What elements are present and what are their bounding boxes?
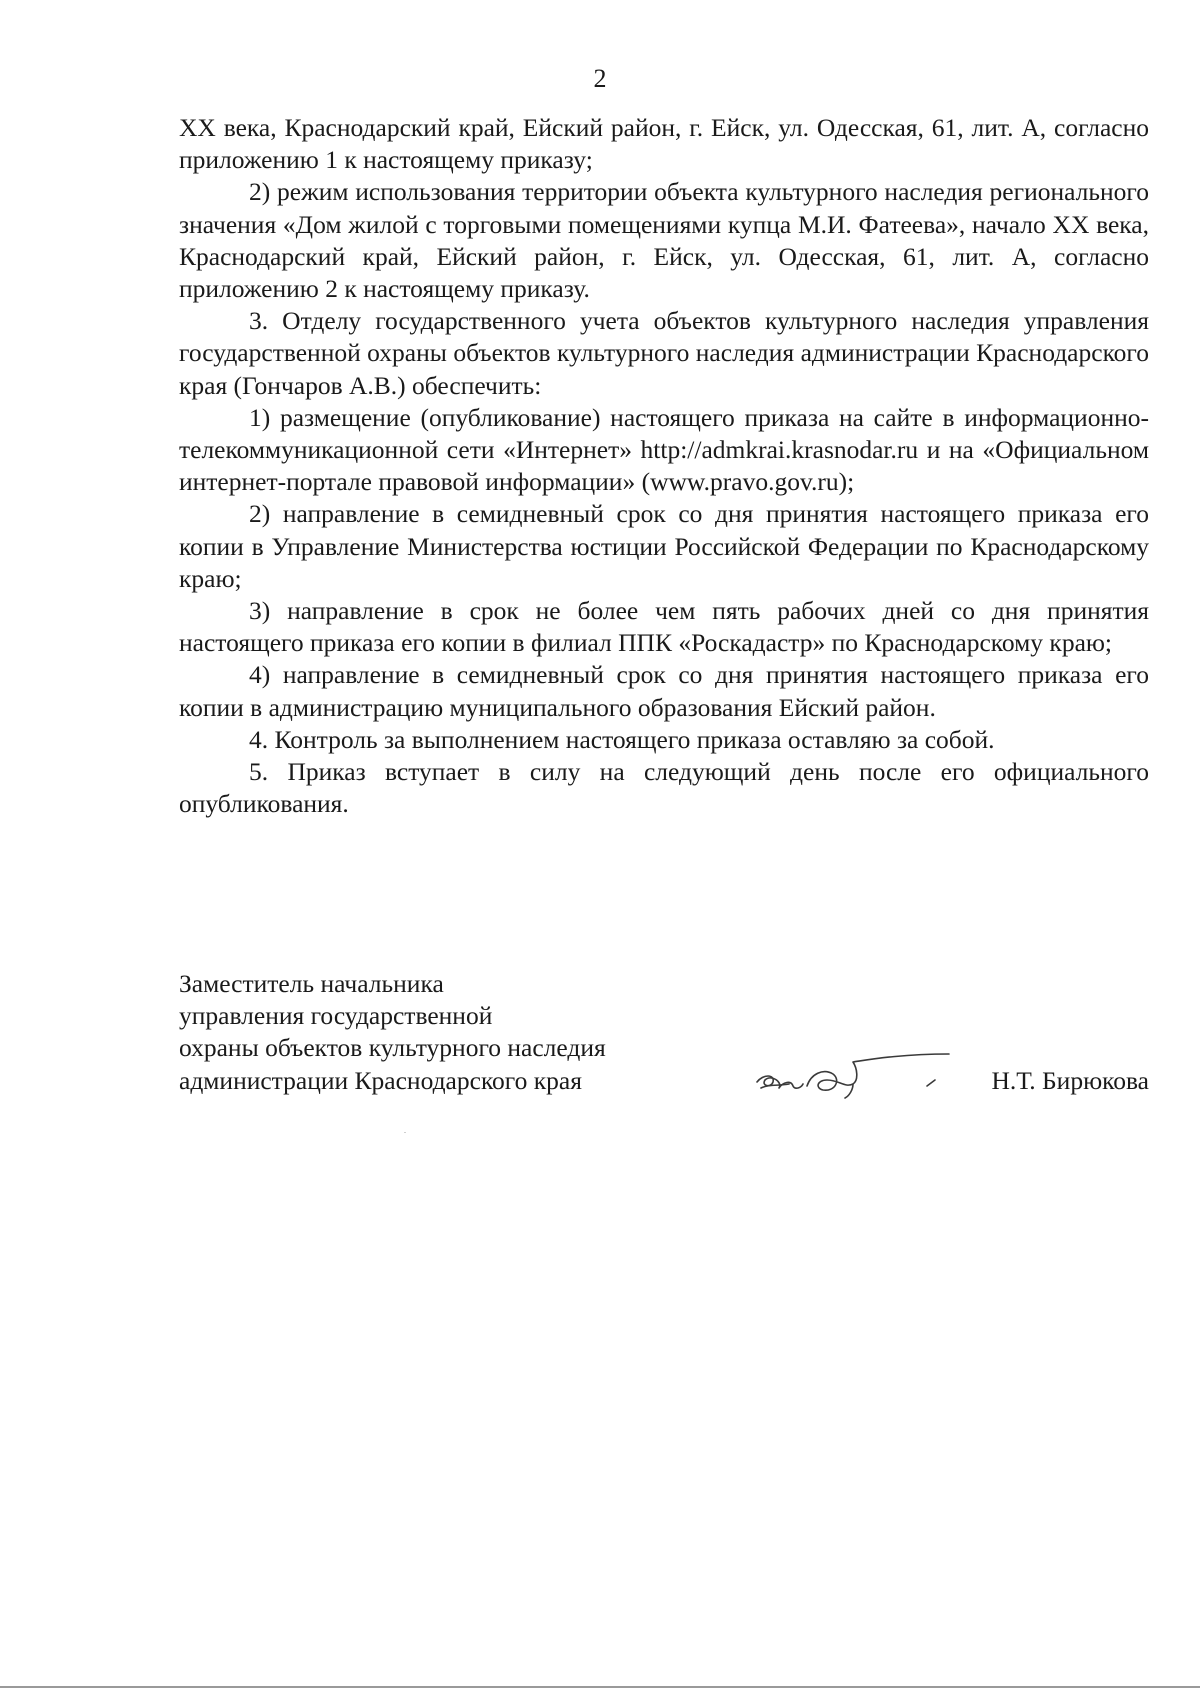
paragraph-item-5-effective-date: 5. Приказ вступает в силу на следующий день после его официального опубликования.: [179, 757, 1149, 819]
page-number: 2: [593, 64, 607, 93]
handwritten-signature: [749, 1044, 959, 1104]
paragraph-subitem-1-publication: 1) размещение (опубликование) настоящего приказа на сайте в информационно-телекоммуникационной сети «Интернет» http://admkrai.krasnodar.ru и на «Официальном интернет-портале правовой информации» (www.pravo.gov.ru);: [179, 402, 1149, 497]
signer-position-line: охраны объектов культурного наследия: [179, 1033, 606, 1063]
scan-edge-line: [0, 1686, 1200, 1688]
paragraph-item-2-territory-regime: 2) режим использования территории объекта культурного наследия регионального значения «Дом жилой с торговыми помещениями купца М.И. Фатеева», начало XX века, Краснодарский край, Ейский район, г. Ейск, ул. Одесская, 61, лит. А, согласно приложению 2 к настоящему приказу.: [179, 177, 1149, 304]
document-body: [179, 112, 1149, 820]
paragraph-subitem-2-ministry-of-justice: 2) направление в семидневный срок со дня принятия настоящего приказа его копии в Управление Министерства юстиции Российской Федерации по Краснодарскому краю;: [179, 499, 1149, 593]
paragraph-item-3-department-task: 3. Отделу государственного учета объектов культурного наследия управления государственной охраны объектов культурного наследия администрации Краснодарского края (Гончаров А.В.) обеспечить:: [179, 306, 1149, 400]
paragraph-item-4-control: 4. Контроль за выполнением настоящего приказа оставляю за собой.: [249, 724, 995, 754]
signer-position-line: Заместитель начальника: [179, 969, 444, 998]
signer-position-line: администрации Краснодарского края: [179, 1065, 582, 1095]
signer-name: Н.Т. Бирюкова: [991, 1065, 1149, 1095]
signer-position-line: управления государственной: [179, 1001, 493, 1031]
signature-block: [179, 968, 1149, 1108]
paragraph-subitem-3-roskadastr: 3) направление в срок не более чем пять рабочих дней со дня принятия настоящего приказа его копии в филиал ППК «Роскадастр» по Краснодарскому краю;: [179, 596, 1149, 658]
paragraph-continuation: XX века, Краснодарский край, Ейский район, г. Ейск, ул. Одесская, 61, лит. А, согласно приложению 1 к настоящему приказу;: [179, 113, 1149, 175]
signer-position: [179, 968, 699, 1097]
scan-artifact: [404, 1132, 406, 1133]
paragraph-subitem-4-municipal-administration: 4) направление в семидневный срок со дня принятия настоящего приказа его копии в администрацию муниципального образования Ейский район.: [179, 660, 1149, 722]
